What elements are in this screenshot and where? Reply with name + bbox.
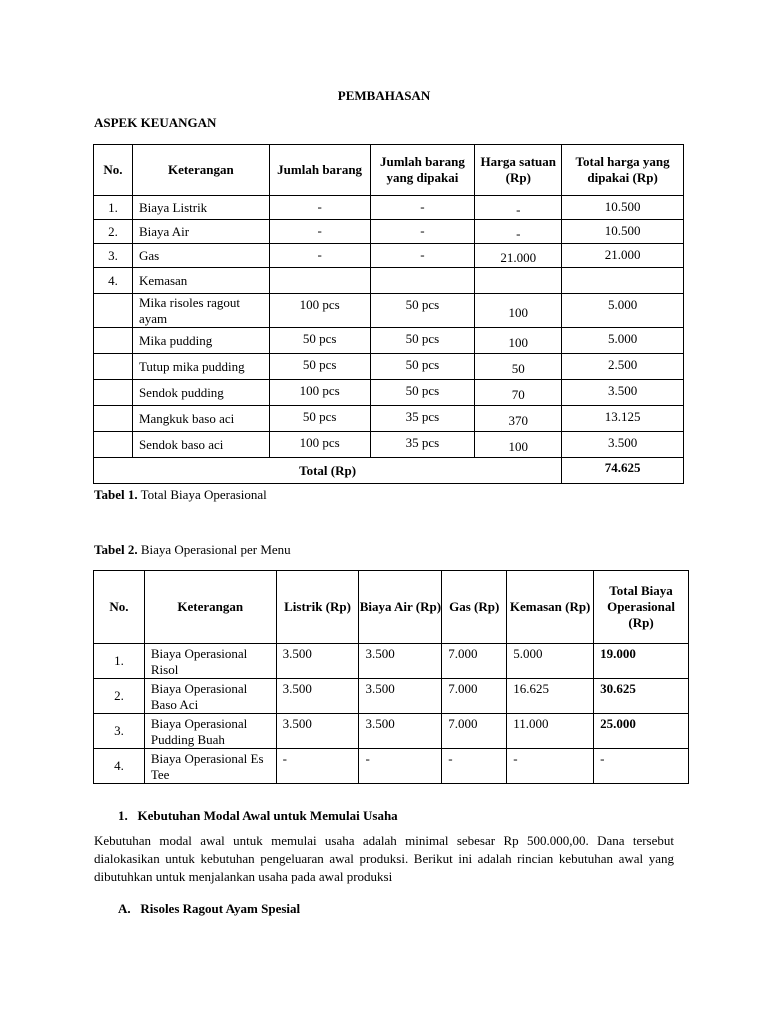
- cell: Biaya Listrik: [132, 196, 269, 220]
- table-row: [94, 714, 689, 749]
- cell: [370, 268, 475, 294]
- cell: 35 pcs: [370, 432, 475, 458]
- cell: 21.000: [475, 244, 562, 268]
- cell: 370: [475, 406, 562, 432]
- subsection-a-title: A. Risoles Ragout Ayam Spesial: [118, 901, 301, 916]
- section1-title: 1. Kebutuhan Modal Awal untuk Memulai Usaha: [118, 808, 398, 823]
- table-row: [94, 268, 684, 294]
- cell: 3.: [94, 244, 133, 268]
- cell: 10.500: [562, 196, 684, 220]
- header-cell: Harga satuan (Rp): [475, 145, 562, 196]
- cell: 2.500: [562, 354, 684, 380]
- cell: Biaya Operasional Baso Aci: [144, 679, 276, 714]
- cell: -: [475, 196, 562, 220]
- cell: -: [370, 196, 475, 220]
- cell: [475, 268, 562, 294]
- cell: 19.000: [594, 644, 689, 679]
- cell: 3.500: [359, 714, 442, 749]
- cell: 50 pcs: [370, 380, 475, 406]
- cell: Tutup mika pudding: [132, 354, 269, 380]
- header-cell: Kemasan (Rp): [507, 571, 594, 644]
- table1-caption: [94, 487, 267, 503]
- cell: 7.000: [442, 644, 507, 679]
- table-header-row: [94, 571, 689, 644]
- table-row: [94, 406, 684, 432]
- table-header-row: [94, 145, 684, 196]
- cell: 50 pcs: [370, 294, 475, 328]
- total-row: [94, 458, 684, 484]
- cell: -: [370, 244, 475, 268]
- total-value: 74.625: [562, 458, 684, 484]
- cell: [94, 328, 133, 354]
- cell: 4.: [94, 268, 133, 294]
- header-cell: Keterangan: [132, 145, 269, 196]
- table-row: [94, 749, 689, 784]
- cell: 50 pcs: [269, 354, 370, 380]
- cell: -: [507, 749, 594, 784]
- page-title: PEMBAHASAN: [337, 88, 431, 103]
- table-row: [94, 244, 684, 268]
- header-cell: Jumlah barang yang dipakai: [370, 145, 475, 196]
- cell: 35 pcs: [370, 406, 475, 432]
- cell: [94, 294, 133, 328]
- operational-cost-table: [93, 144, 684, 484]
- cell: 100 pcs: [269, 294, 370, 328]
- cell: [562, 268, 684, 294]
- cell: Biaya Operasional Pudding Buah: [144, 714, 276, 749]
- cell: 7.000: [442, 679, 507, 714]
- cell: Biaya Operasional Es Tee: [144, 749, 276, 784]
- cell: Mangkuk baso aci: [132, 406, 269, 432]
- cell: -: [359, 749, 442, 784]
- cell: 10.500: [562, 220, 684, 244]
- header-cell: Keterangan: [144, 571, 276, 644]
- cell: 1.: [94, 644, 145, 679]
- cell: 3.500: [276, 679, 359, 714]
- cell: 4.: [94, 749, 145, 784]
- header-cell: Listrik (Rp): [276, 571, 359, 644]
- cell: 50 pcs: [370, 354, 475, 380]
- cell: 2.: [94, 220, 133, 244]
- cell: [269, 268, 370, 294]
- cell: 50 pcs: [269, 406, 370, 432]
- cell: 3.500: [276, 714, 359, 749]
- cell: 5.000: [562, 328, 684, 354]
- cell: -: [475, 220, 562, 244]
- cell: 50 pcs: [269, 328, 370, 354]
- cell: [94, 354, 133, 380]
- cell: 2.: [94, 679, 145, 714]
- cell: Mika pudding: [132, 328, 269, 354]
- cell: Gas: [132, 244, 269, 268]
- caption-label: Tabel 2.: [94, 542, 138, 557]
- total-label: Total (Rp): [94, 458, 562, 484]
- cell: 3.500: [359, 644, 442, 679]
- cell: 50 pcs: [370, 328, 475, 354]
- cell: 100 pcs: [269, 380, 370, 406]
- cell: -: [269, 196, 370, 220]
- header-cell: No.: [94, 145, 133, 196]
- table-row: [94, 294, 684, 328]
- cell: 3.500: [276, 644, 359, 679]
- cell: 100: [475, 294, 562, 328]
- cell: 3.: [94, 714, 145, 749]
- header-cell: Gas (Rp): [442, 571, 507, 644]
- table-row: [94, 679, 689, 714]
- cell: -: [370, 220, 475, 244]
- caption-label: Tabel 1.: [94, 487, 138, 502]
- table-row: [94, 220, 684, 244]
- cell: Mika risoles ragout ayam: [132, 294, 269, 328]
- table2-caption: [94, 542, 291, 558]
- cell: -: [269, 244, 370, 268]
- header-cell: Total harga yang dipakai (Rp): [562, 145, 684, 196]
- cell: Biaya Air: [132, 220, 269, 244]
- cell: Sendok pudding: [132, 380, 269, 406]
- cell: 3.500: [562, 380, 684, 406]
- caption-text: Total Biaya Operasional: [137, 487, 267, 502]
- caption-text: Biaya Operasional per Menu: [137, 542, 291, 557]
- cell: Biaya Operasional Risol: [144, 644, 276, 679]
- cell: 50: [475, 354, 562, 380]
- cell: 70: [475, 380, 562, 406]
- cell: Kemasan: [132, 268, 269, 294]
- cell: 5.000: [562, 294, 684, 328]
- header-cell: Total Biaya Operasional (Rp): [594, 571, 689, 644]
- cell: [94, 406, 133, 432]
- table-row: [94, 196, 684, 220]
- cell: 100: [475, 432, 562, 458]
- section1-paragraph: Kebutuhan modal awal untuk memulai usaha adalah minimal sebesar Rp 500.000,00. Dana tersebut dialokasikan untuk kebutuhan pengeluaran awal produksi. Berikut ini adalah rincian kebutuhan awal yang dibutuhkan untuk menjalankan usaha pada awal produksi: [94, 833, 674, 884]
- header-cell: Biaya Air (Rp): [359, 571, 442, 644]
- menu-cost-table: [93, 570, 689, 784]
- cell: -: [276, 749, 359, 784]
- cell: 11.000: [507, 714, 594, 749]
- table-row: [94, 328, 684, 354]
- header-cell: No.: [94, 571, 145, 644]
- cell: 3.500: [359, 679, 442, 714]
- cell: 5.000: [507, 644, 594, 679]
- cell: 7.000: [442, 714, 507, 749]
- cell: 100 pcs: [269, 432, 370, 458]
- header-cell: Jumlah barang: [269, 145, 370, 196]
- section-heading: ASPEK KEUANGAN: [94, 115, 217, 130]
- cell: 30.625: [594, 679, 689, 714]
- cell: 3.500: [562, 432, 684, 458]
- table-row: [94, 380, 684, 406]
- cell: [94, 380, 133, 406]
- cell: -: [442, 749, 507, 784]
- table-row: [94, 644, 689, 679]
- cell: 100: [475, 328, 562, 354]
- cell: 21.000: [562, 244, 684, 268]
- cell: 16.625: [507, 679, 594, 714]
- cell: 1.: [94, 196, 133, 220]
- cell: -: [269, 220, 370, 244]
- table-row: [94, 354, 684, 380]
- table-row: [94, 432, 684, 458]
- cell: Sendok baso aci: [132, 432, 269, 458]
- cell: 13.125: [562, 406, 684, 432]
- cell: 25.000: [594, 714, 689, 749]
- cell: -: [594, 749, 689, 784]
- cell: [94, 432, 133, 458]
